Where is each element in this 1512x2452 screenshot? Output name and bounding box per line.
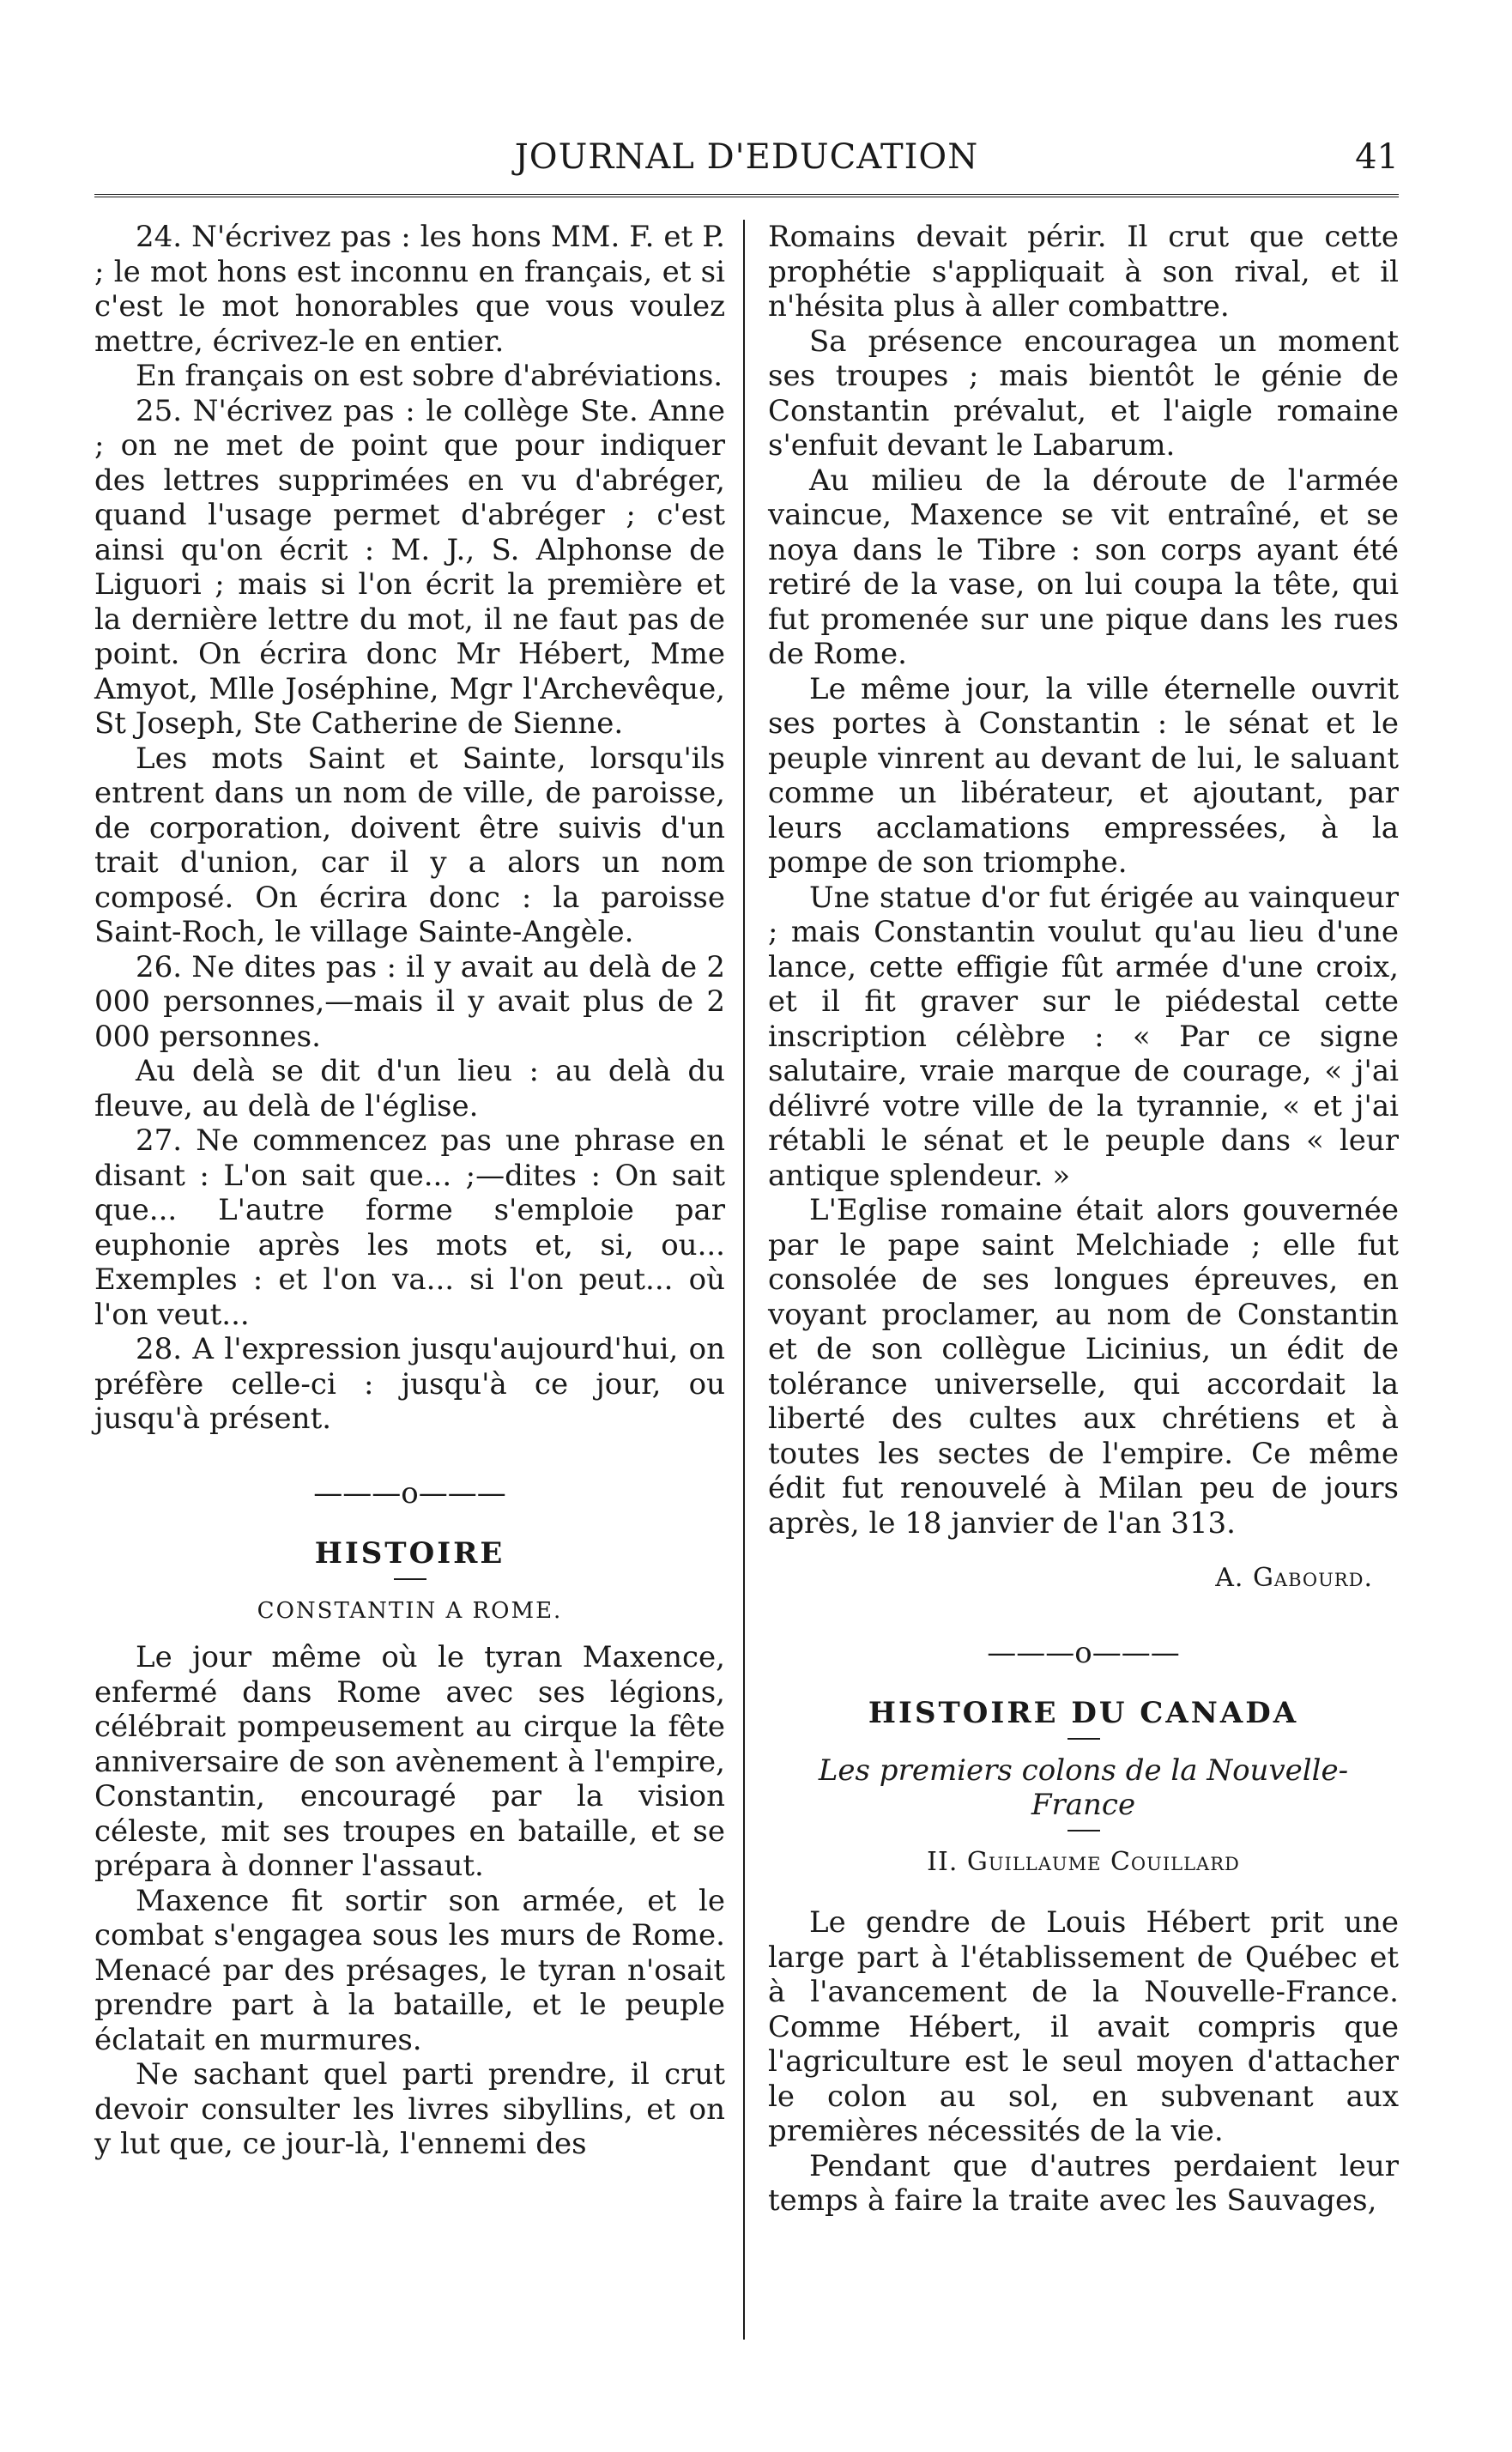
- paragraph: Au delà se dit d'un lieu : au delà du fleuve, au delà de l'église.: [94, 1054, 725, 1123]
- section-separator: [768, 1636, 1399, 1671]
- paragraph: Le jour même où le tyran Maxence, enfermé dans Rome avec ses légions, célébrait pompeusement au cirque la fête anniversaire de son avènement à l'empire, Constantin, encouragé par la vision céleste, mit ses troupes en bataille, et se prépara à donner l'assaut.: [94, 1640, 725, 1883]
- paragraph: Les mots Saint et Sainte, lorsqu'ils entrent dans un nom de ville, de paroisse, de corporation, doivent être suivis d'un trait d'union, car il y a alors un nom composé. On écrira donc : la paroisse Saint-Roch, le village Sainte-Angèle.: [94, 741, 725, 949]
- section-separator: [94, 1476, 725, 1511]
- left-column: [94, 220, 725, 2219]
- paragraph: En français on est sobre d'abréviations.: [136, 359, 723, 393]
- journal-title: JOURNAL D'EDUCATION: [514, 137, 979, 177]
- page-header: [94, 137, 1399, 189]
- paragraph: L'Eglise romaine était alors gouvernée par le pape saint Melchiade ; elle fut consolée de ses longues épreuves, en voyant proclamer, au nom de Constantin et de son collègue Licinius, un édit de tolérance universelle, qui accordait la liberté des cultes aux chrétiens et à toutes les sectes de l'empire. Ce même édit fut renouvelé à Milan peu de jours après, le 18 janvier de l'an 313.: [768, 1193, 1399, 1541]
- chapter-title: II. Guillaume Couillard: [927, 1846, 1240, 1877]
- column-divider: [743, 220, 745, 2340]
- author-signature: A. Gabourd.: [1215, 1563, 1373, 1593]
- section-title-histoire: HISTOIRE: [314, 1536, 505, 1571]
- journal-page: [94, 137, 1399, 2219]
- section-subtitle: CONSTANTIN A ROME.: [257, 1597, 563, 1624]
- paragraph: Romains devait périr. Il crut que cette prophétie s'appliquait à son rival, et il n'hésita plus à aller combattre.: [768, 220, 1399, 324]
- paragraph: 25. N'écrivez pas : le collège Ste. Anne ; on ne met de point que pour indiquer des lettres supprimées en vu d'abréger, quand l'usage permet d'abréger ; c'est ainsi qu'on écrit : M. J., S. Alphonse de Liguori ; mais si l'on écrit la première et la dernière lettre du mot, il ne faut pas de point. On écrira donc Mr Hébert, Mme Amyot, Mlle Joséphine, Mgr l'Archevêque, St Joseph, Ste Catherine de Sienne.: [94, 393, 725, 741]
- paragraph: Ne sachant quel parti prendre, il crut devoir consulter les livres sibyllins, et on y lut que, ce jour-là, l'ennemi des: [94, 2057, 725, 2161]
- section-title-histoire-du-canada: HISTOIRE DU CANADA: [868, 1696, 1299, 1730]
- paragraph: 26. Ne dites pas : il y avait au delà de 2 000 personnes,—mais il y avait plus de 2 000 personnes.: [94, 949, 725, 1054]
- two-column-body: [94, 220, 1399, 2219]
- paragraph: Pendant que d'autres perdaient leur temps à faire la traite avec les Sauvages,: [768, 2148, 1399, 2218]
- paragraph: Au milieu de la déroute de l'armée vaincue, Maxence se vit entraîné, et se noya dans le Tibre : son corps ayant été retiré de la vase, on lui coupa la tête, qui fut promenée sur une pique dans les rues de Rome.: [768, 463, 1399, 671]
- paragraph: Une statue d'or fut érigée au vainqueur ; mais Constantin voulut qu'au lieu d'une lance, cette effigie fût armée d'une croix, et il fit graver sur le piédestal cette inscription célèbre : « Par ce signe salutaire, vraie marque de courage, « j'ai délivré votre ville de la tyrannie, « et j'ai rétabli le sénat et le peuple dans « leur antique splendeur. »: [768, 880, 1399, 1193]
- paragraph: 24. N'écrivez pas : les hons MM. F. et P. ; le mot hons est inconnu en français, et si c'est le mot honorables que vous voulez mettre, écrivez-le en entier.: [94, 220, 725, 359]
- paragraph: Le même jour, la ville éternelle ouvrit ses portes à Constantin : le sénat et le peuple vinrent au devant de lui, le saluant comme un libérateur, et ajoutant, par leurs acclamations empressées, à la pompe de son triomphe.: [768, 671, 1399, 880]
- paragraph: Maxence fit sortir son armée, et le combat s'engagea sous les murs de Rome. Menacé par des présages, le tyran n'osait prendre part à la bataille, et le peuple éclatait en murmures.: [94, 1883, 725, 2057]
- section-subtitle: Les premiers colons de la Nouvelle-France: [818, 1753, 1349, 1822]
- title-dash: [394, 1578, 426, 1580]
- separator-ornament: ———o———: [313, 1475, 506, 1511]
- title-dash: [1067, 1830, 1100, 1831]
- header-rule: [94, 194, 1399, 201]
- page-number: 41: [1355, 137, 1399, 177]
- separator-ornament: ———o———: [987, 1635, 1180, 1670]
- title-dash: [1067, 1738, 1100, 1740]
- paragraph: Sa présence encouragea un moment ses troupes ; mais bientôt le génie de Constantin prévalut, et l'aigle romaine s'enfuit devant le Labarum.: [768, 324, 1399, 463]
- right-column: [768, 220, 1399, 2219]
- paragraph: 27. Ne commencez pas une phrase en disant : L'on sait que... ;—dites : On sait que... L'autre forme s'emploie par euphonie après les mots et, si, ou... Exemples : et l'on va... si l'on peut... où l'on veut...: [94, 1123, 725, 1332]
- paragraph: 28. A l'expression jusqu'aujourd'hui, on préfère celle-ci : jusqu'à ce jour, ou jusqu'à présent.: [94, 1332, 725, 1436]
- paragraph: Le gendre de Louis Hébert prit une large part à l'établissement de Québec et à l'avancement de la Nouvelle-France. Comme Hébert, il avait compris que l'agriculture est le seul moyen d'attacher le colon au sol, en subvenant aux premières nécessités de la vie.: [768, 1905, 1399, 2148]
